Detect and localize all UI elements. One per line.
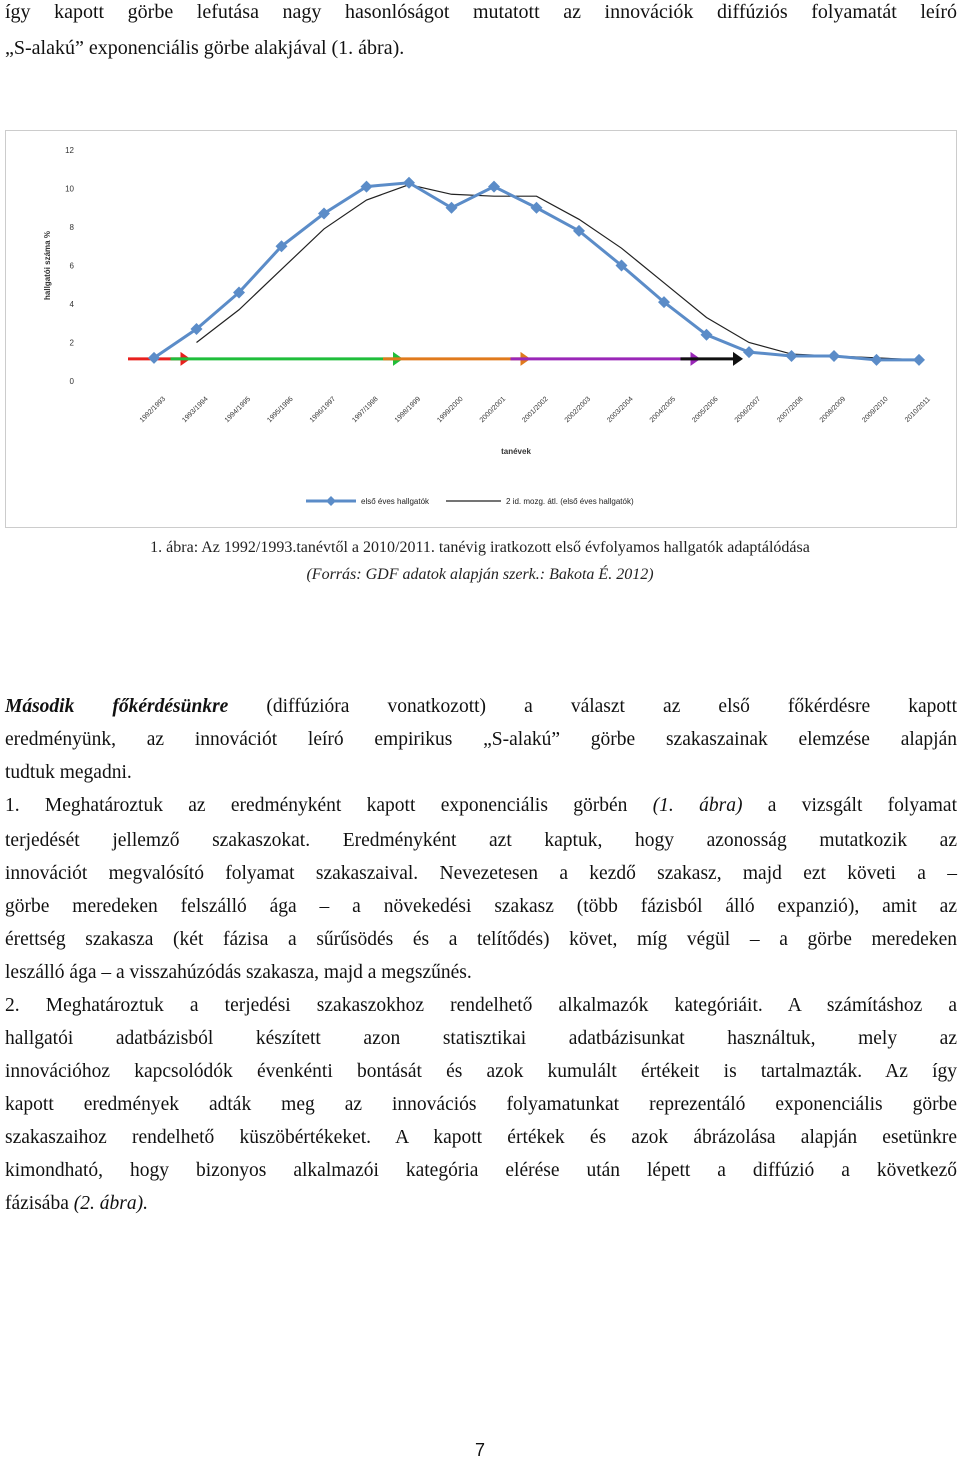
legend-label-first-year-students: első éves hallgatók [361,497,430,506]
p3-line-6: kimondható, hogy bizonyos alkalmazói kategória elérése után lépett a diffúzió a következő [5,1160,957,1181]
data-point [828,350,840,362]
x-tick-label: 1997/1998 [351,395,380,425]
x-tick-label: 2004/2005 [648,395,678,425]
data-point [743,346,755,358]
p2-line-3: innovációt megvalósító folyamat szakaszaival. Nevezetesen a kezdő szakasz, majd ezt követi a – [5,863,957,884]
x-tick-label: 2001/2002 [521,395,550,425]
p3-line-3: innovációhoz kapcsolódók évenkénti bontását és azok kumulált értékeit is tartalmazták. Az így [5,1061,957,1082]
y-tick-label: 12 [65,146,74,155]
p2-line-2: terjedését jellemző szakaszokat. Eredményként azt kaptuk, hogy azonosság mutatkozik az [5,830,957,851]
x-tick-label: 2000/2001 [478,395,508,425]
p2-line-4: görbe meredeken felszálló ága – a növekedési szakasz (több fázisból álló expanzió), amit az [5,896,957,917]
x-tick-label: 1994/1995 [223,395,253,425]
x-tick-label: 2005/2006 [691,395,720,425]
x-tick-label: 2006/2007 [733,395,763,425]
y-tick-label: 10 [65,184,74,194]
data-point [913,354,925,366]
p3-line-5: szakaszaihoz rendelhető küszöbértékeket. A kapott értékek és azok ábrázolása alapján esetünkre [5,1127,957,1148]
p2-line-1: 1. Meghatároztuk az eredményként kapott exponenciális görbén (1. ábra) a vizsgált folyamat [5,795,957,816]
y-tick-label: 2 [69,338,74,348]
p2-line-6: leszálló ága – a visszahúzódás szakasza, majd a megszűnés. [5,962,472,983]
x-tick-label: 2007/2008 [776,395,805,425]
series-line-moving-average [197,185,920,360]
figure-1 [5,130,957,528]
figure-caption-line-2 [0,566,960,584]
y-tick-label: 0 [69,377,74,386]
x-tick-label: 2010/2011 [903,395,932,424]
p3-line-2: hallgatói adatbázisból készített azon statisztikai adatbázisunkat használtuk, mely az [5,1028,957,1049]
p1-line-1: Második főkérdésünkre (diffúzióra vonatkozott) a választ az első főkérdésre kapott [5,696,957,717]
p1-line-3: tudtuk megadni. [5,762,132,783]
x-axis-label: tanévek [501,447,531,456]
p3-line-1: 2. Meghatároztuk a terjedési szakaszokhoz rendelhető alkalmazók kategóriáit. A számításhoz a [5,995,957,1016]
x-tick-label: 1999/2000 [436,395,465,425]
x-tick-label: 1995/1996 [266,395,295,425]
phase-arrow-head [733,352,743,366]
intro-line-1: így kapott görbe lefutása nagy hasonlóságot mutatott az innovációk diffúziós folyamatát leíró [5,1,957,23]
intro-line-2: „S-alakú” exponenciális görbe alakjával (1. ábra). [5,37,405,59]
y-tick-label: 4 [69,300,74,309]
page-number: 7 [474,1440,485,1460]
p2-line-5: érettség szakasza (két fázisa a sűrűsödés és a telítődés) követ, míg végül – a görbe meredeken [5,929,957,950]
p1-emphasis: Második főkérdésünkre [5,696,229,717]
x-tick-label: 2009/2010 [861,395,890,425]
x-tick-label: 1998/1999 [393,395,423,425]
y-tick-label: 6 [69,261,74,271]
data-point [786,350,798,362]
p1-line-2: eredményünk, az innovációt leíró empirikus „S-alakú” görbe szakaszainak elemzése alapján [5,729,957,750]
figure-caption-source: (Forrás: GDF adatok alapján szerk.: Bakota É. 2012) [306,566,654,583]
legend-swatch-marker [326,496,336,506]
y-tick-label: 8 [69,223,74,232]
figure-caption-line-1: 1. ábra: Az 1992/1993.tanévtől a 2010/2011. tanévig iratkozott első évfolyamos hallgatók adaptálódása [150,539,810,556]
x-tick-label: 1992/1993 [138,395,168,425]
p3-line-7: fázisába (2. ábra). [5,1193,148,1214]
p3-line-4: kapott eredmények adták meg az innovációs folyamatunkat reprezentáló exponenciális görbe [5,1094,957,1115]
x-tick-label: 1996/1997 [308,395,338,425]
x-tick-label: 2003/2004 [606,395,635,425]
line-chart [6,131,956,527]
data-point [531,202,543,214]
data-point [488,181,500,193]
data-point [871,354,883,366]
y-axis-label: hallgatói száma % [43,231,52,300]
x-tick-label: 2002/2003 [563,395,593,425]
x-tick-label: 2008/2009 [818,395,848,425]
x-tick-label: 1993/1994 [181,395,210,425]
legend-label-moving-average: 2 id. mozg. átl. (első éves hallgatók) [506,497,634,506]
